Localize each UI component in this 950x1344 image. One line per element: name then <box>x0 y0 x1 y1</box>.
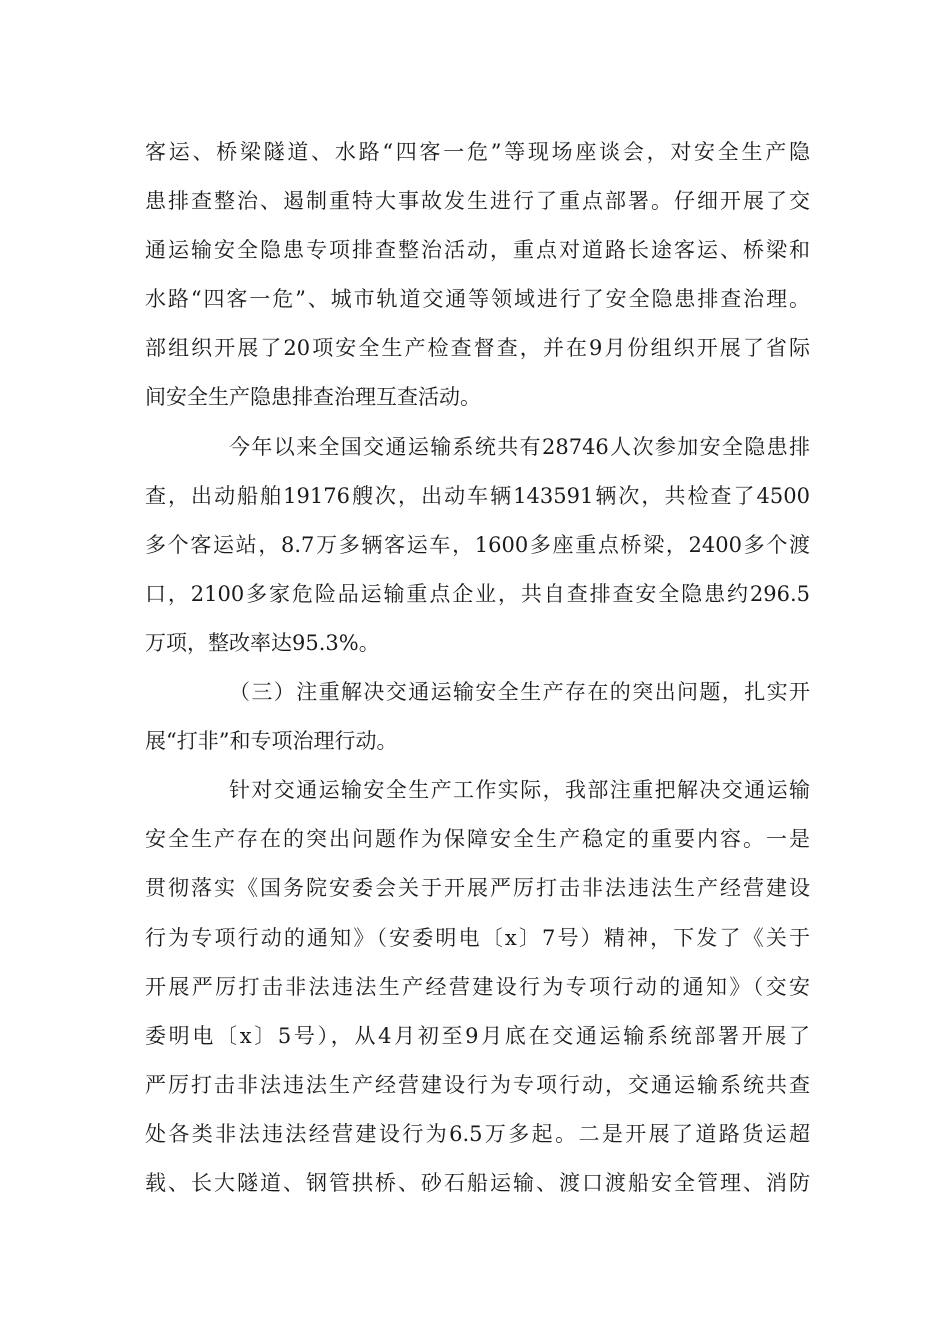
text-line-19: 委明电〔x〕5号），从4月初至9月底在交通运输系统部署开展了 <box>145 1023 810 1048</box>
text-line-15: 安全生产存在的突出问题作为保障安全生产稳定的重要内容。一是 <box>145 827 810 852</box>
text-line-4: 水路“四客一危”、城市轨道交通等领域进行了安全隐患排查治理。 <box>145 287 810 312</box>
text-line-3: 通运输安全隐患专项排查整治活动，重点对道路长途客运、桥梁和 <box>145 238 810 263</box>
text-line-20: 严厉打击非法违法生产经营建设行为专项行动，交通运输系统共查 <box>145 1072 810 1097</box>
text-line-21: 处各类非法违法经营建设行为6.5万多起。二是开展了道路货运超 <box>145 1121 810 1146</box>
text-line-11: 万项，整改率达95.3%。 <box>145 630 380 655</box>
text-line-9: 多个客运站，8.7万多辆客运车，1600多座重点桥梁，2400多个渡 <box>145 532 810 557</box>
text-line-2: 患排查整治、遏制重特大事故发生进行了重点部署。仔细开展了交 <box>145 189 810 214</box>
text-line-13: 展“打非”和专项治理行动。 <box>145 729 398 754</box>
text-line-17: 行为专项行动的通知》（安委明电〔x〕7号）精神，下发了《关于 <box>145 925 810 950</box>
text-line-12: （三）注重解决交通运输安全生产存在的突出问题，扎实开 <box>229 680 810 705</box>
text-line-7: 今年以来全国交通运输系统共有28746人次参加安全隐患排 <box>229 434 810 459</box>
text-line-5: 部组织开展了20项安全生产检查督查，并在9月份组织开展了省际 <box>145 336 810 361</box>
text-line-10: 口，2100多家危险品运输重点企业，共自查排查安全隐患约296.5 <box>145 581 810 606</box>
text-line-22: 载、长大隧道、钢管拱桥、砂石船运输、渡口渡船安全管理、消防 <box>145 1170 810 1195</box>
text-line-18: 开展严厉打击非法违法生产经营建设行为专项行动的通知》（交安 <box>145 974 810 999</box>
text-line-16: 贯彻落实《国务院安委会关于开展严厉打击非法违法生产经营建设 <box>145 876 810 901</box>
text-line-1: 客运、桥梁隧道、水路“四客一危”等现场座谈会，对安全生产隐 <box>145 140 810 164</box>
text-line-6: 间安全生产隐患排查治理互查活动。 <box>145 385 481 410</box>
text-line-8: 查，出动船舶19176艘次，出动车辆143591辆次，共检查了4500 <box>145 483 810 508</box>
document-body <box>145 128 810 1208</box>
text-line-14: 针对交通运输安全生产工作实际，我部注重把解决交通运输 <box>229 778 810 803</box>
